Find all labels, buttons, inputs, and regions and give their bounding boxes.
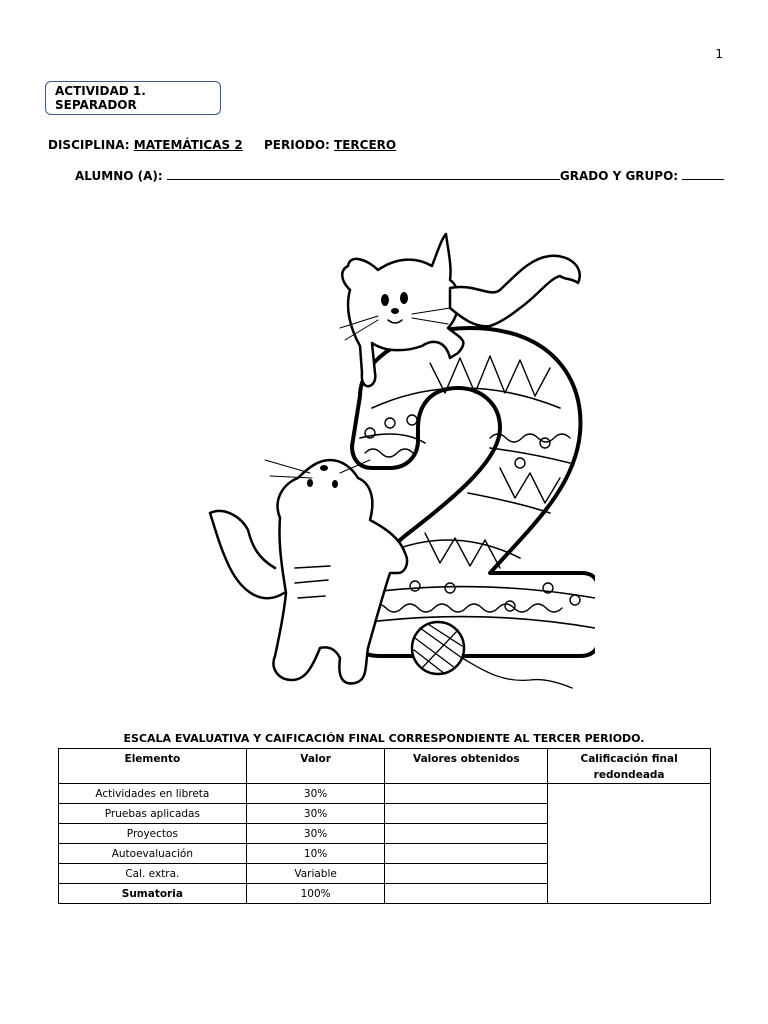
disciplina-line [48,138,243,152]
disciplina-label: DISCIPLINA: [48,138,134,152]
number-two-cats-illustration [200,228,595,698]
cell-elemento: Proyectos [59,824,247,844]
cell-valor: 30% [246,824,385,844]
activity-title-box [45,81,221,115]
cell-valor-obtenido[interactable] [385,784,548,804]
alumno-label: ALUMNO (A): [75,169,167,183]
table-header-row [59,749,711,784]
alumno-line [75,167,724,183]
header-elemento: Elemento [59,749,247,784]
cell-valor: 30% [246,784,385,804]
page-number: 1 [715,47,723,61]
grado-blank-field[interactable] [682,167,724,180]
periodo-label: PERIODO: [264,138,335,152]
table-title: ESCALA EVALUATIVA Y CAIFICACIÓN FINAL CORRESPONDIENTE AL TERCER PERIODO. [123,732,645,745]
cell-elemento: Cal. extra. [59,864,247,884]
cell-valor-obtenido[interactable] [385,824,548,844]
evaluation-table [58,748,711,904]
cell-valor: 10% [246,844,385,864]
cell-valor-obtenido[interactable] [385,804,548,824]
alumno-blank-field[interactable] [167,167,560,180]
header-valores-obtenidos: Valores obtenidos [385,749,548,784]
cell-valor-obtenido[interactable] [385,864,548,884]
grado-label: GRADO Y GRUPO: [559,169,683,183]
cell-valor: 100% [246,884,385,904]
cell-elemento: Sumatoria [59,884,247,904]
cell-elemento: Actividades en libreta [59,784,247,804]
disciplina-value: MATEMÁTICAS 2 [133,138,243,152]
cell-valor: Variable [246,864,385,884]
table-row [59,784,711,804]
cell-valor-obtenido[interactable] [385,884,548,904]
header-valor: Valor [246,749,385,784]
number-two-shape [352,328,595,656]
periodo-value: TERCERO [334,138,397,152]
cell-calificacion-final[interactable] [548,784,711,904]
periodo-line [264,138,396,152]
header-calificacion-final: Calificación final redondeada [548,749,711,784]
cell-elemento: Pruebas aplicadas [59,804,247,824]
cell-valor: 30% [246,804,385,824]
cell-elemento: Autoevaluación [59,844,247,864]
activity-title: ACTIVIDAD 1. SEPARADOR [55,84,146,112]
cell-valor-obtenido[interactable] [385,844,548,864]
